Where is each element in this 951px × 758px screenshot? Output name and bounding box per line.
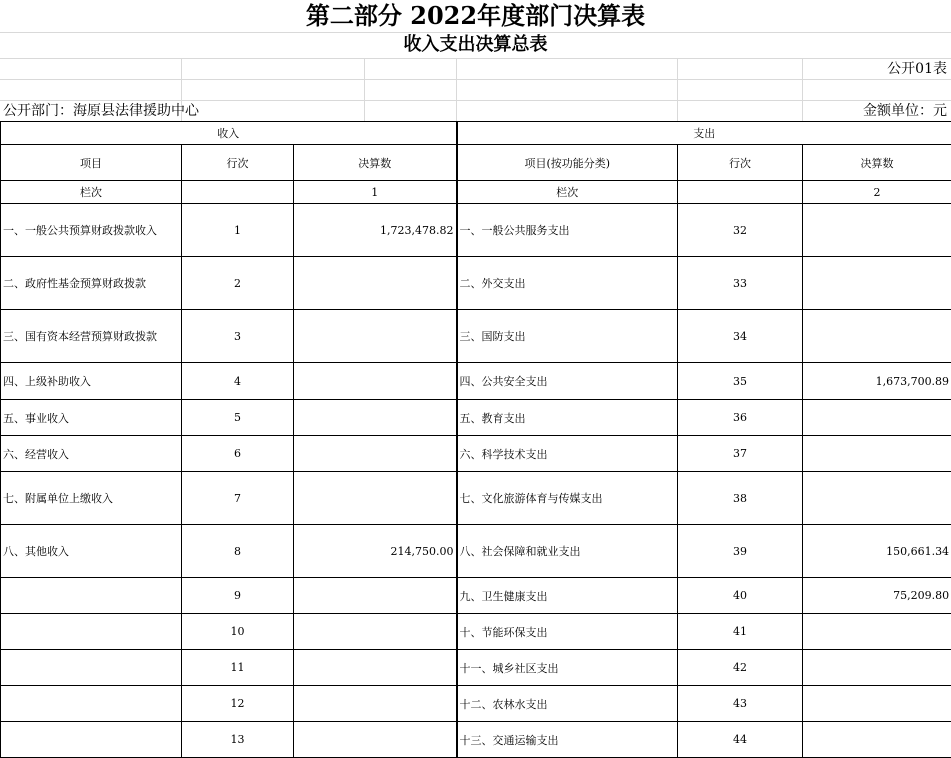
income-column-number: 1 <box>294 181 457 204</box>
income-line-cell: 7 <box>182 472 294 525</box>
income-item-cell: 六、经营收入 <box>1 436 182 472</box>
table-row <box>1 400 951 436</box>
gridline <box>0 58 951 59</box>
table-subtitle: 收入支出决算总表 <box>0 32 951 58</box>
income-amount-cell: 1,723,478.82 <box>294 204 457 257</box>
income-amount-cell <box>294 363 457 400</box>
expense-line-cell: 33 <box>678 257 803 310</box>
expense-amount-cell <box>803 436 951 472</box>
gridline <box>0 79 951 80</box>
income-item-cell: 一、一般公共预算财政拨款收入 <box>1 204 182 257</box>
income-amount-cell <box>294 614 457 650</box>
gridline <box>677 58 678 121</box>
income-line-cell: 3 <box>182 310 294 363</box>
expense-line-cell: 32 <box>678 204 803 257</box>
table-row <box>1 257 951 310</box>
expense-item-cell: 一、一般公共服务支出 <box>457 204 678 257</box>
unit-label: 金额单位：元 <box>863 101 947 121</box>
income-line-cell: 10 <box>182 614 294 650</box>
table-row <box>1 472 951 525</box>
expense-line-cell: 35 <box>678 363 803 400</box>
budget-table <box>0 121 951 758</box>
expense-line-cell: 42 <box>678 650 803 686</box>
expense-amount-cell: 150,661.34 <box>803 525 951 578</box>
gridline <box>456 58 457 121</box>
expense-column-number: 2 <box>803 181 951 204</box>
expense-item-cell: 十二、农林水支出 <box>457 686 678 722</box>
income-amount-cell <box>294 257 457 310</box>
expense-line-cell: 41 <box>678 614 803 650</box>
income-line-cell: 13 <box>182 722 294 758</box>
expense-amount-cell <box>803 686 951 722</box>
expense-amount-cell <box>803 614 951 650</box>
income-item-cell <box>1 614 182 650</box>
expense-item-cell: 九、卫生健康支出 <box>457 578 678 614</box>
expense-column-blank <box>678 181 803 204</box>
table-row <box>1 686 951 722</box>
expense-item-cell: 十一、城乡社区支出 <box>457 650 678 686</box>
income-item-cell <box>1 578 182 614</box>
income-line-cell: 11 <box>182 650 294 686</box>
expense-section-header: 支出 <box>457 122 951 145</box>
table-row <box>1 525 951 578</box>
income-amount-cell <box>294 578 457 614</box>
income-amount-cell <box>294 436 457 472</box>
header-expense-amount: 决算数 <box>803 145 951 181</box>
expense-amount-cell <box>803 257 951 310</box>
expense-line-cell: 37 <box>678 436 803 472</box>
expense-amount-cell <box>803 722 951 758</box>
form-number: 公开01表 <box>887 58 947 80</box>
income-section-header: 收入 <box>1 122 457 145</box>
income-item-cell <box>1 650 182 686</box>
income-line-cell: 1 <box>182 204 294 257</box>
income-amount-cell <box>294 472 457 525</box>
expense-line-cell: 43 <box>678 686 803 722</box>
header-income-amount: 决算数 <box>294 145 457 181</box>
income-item-cell: 五、事业收入 <box>1 400 182 436</box>
income-amount-cell <box>294 400 457 436</box>
expense-amount-cell: 75,209.80 <box>803 578 951 614</box>
header-expense-line: 行次 <box>678 145 803 181</box>
income-line-cell: 6 <box>182 436 294 472</box>
expense-line-cell: 34 <box>678 310 803 363</box>
department-label: 公开部门：海原县法律援助中心 <box>3 101 199 121</box>
expense-item-cell: 十三、交通运输支出 <box>457 722 678 758</box>
income-amount-cell <box>294 310 457 363</box>
income-amount-cell <box>294 650 457 686</box>
income-item-cell: 三、国有资本经营预算财政拨款 <box>1 310 182 363</box>
expense-amount-cell <box>803 310 951 363</box>
expense-item-cell: 三、国防支出 <box>457 310 678 363</box>
expense-item-cell: 八、社会保障和就业支出 <box>457 525 678 578</box>
expense-item-cell: 七、文化旅游体育与传媒支出 <box>457 472 678 525</box>
income-item-cell: 二、政府性基金预算财政拨款 <box>1 257 182 310</box>
income-line-cell: 12 <box>182 686 294 722</box>
income-line-cell: 9 <box>182 578 294 614</box>
income-item-cell: 四、上级补助收入 <box>1 363 182 400</box>
expense-amount-cell <box>803 472 951 525</box>
section-header-row <box>1 122 951 145</box>
gridline <box>802 58 803 121</box>
expense-line-cell: 40 <box>678 578 803 614</box>
expense-amount-cell <box>803 650 951 686</box>
income-column-label: 栏次 <box>1 181 182 204</box>
header-expense-item: 项目(按功能分类) <box>457 145 678 181</box>
income-line-cell: 4 <box>182 363 294 400</box>
income-column-blank <box>182 181 294 204</box>
header-income-item: 项目 <box>1 145 182 181</box>
expense-item-cell: 二、外交支出 <box>457 257 678 310</box>
expense-amount-cell: 1,673,700.89 <box>803 363 951 400</box>
expense-amount-cell <box>803 400 951 436</box>
income-item-cell <box>1 686 182 722</box>
income-amount-cell <box>294 686 457 722</box>
table-row <box>1 436 951 472</box>
expense-item-cell: 十、节能环保支出 <box>457 614 678 650</box>
column-index-row <box>1 181 951 204</box>
gridline <box>364 58 365 121</box>
table-row <box>1 650 951 686</box>
table-row <box>1 614 951 650</box>
income-amount-cell <box>294 722 457 758</box>
table-row <box>1 363 951 400</box>
expense-item-cell: 四、公共安全支出 <box>457 363 678 400</box>
table-row <box>1 722 951 758</box>
table-row <box>1 204 951 257</box>
income-line-cell: 8 <box>182 525 294 578</box>
income-line-cell: 2 <box>182 257 294 310</box>
income-amount-cell: 214,750.00 <box>294 525 457 578</box>
expense-line-cell: 39 <box>678 525 803 578</box>
column-header-row <box>1 145 951 181</box>
expense-line-cell: 36 <box>678 400 803 436</box>
expense-column-label: 栏次 <box>457 181 678 204</box>
table-row <box>1 578 951 614</box>
expense-line-cell: 38 <box>678 472 803 525</box>
expense-amount-cell <box>803 204 951 257</box>
header-income-line: 行次 <box>182 145 294 181</box>
income-line-cell: 5 <box>182 400 294 436</box>
income-item-cell: 八、其他收入 <box>1 525 182 578</box>
income-item-cell <box>1 722 182 758</box>
page-title: 第二部分 2022年度部门决算表 <box>0 0 951 32</box>
table-row <box>1 310 951 363</box>
expense-line-cell: 44 <box>678 722 803 758</box>
income-item-cell: 七、附属单位上缴收入 <box>1 472 182 525</box>
expense-item-cell: 六、科学技术支出 <box>457 436 678 472</box>
expense-item-cell: 五、教育支出 <box>457 400 678 436</box>
